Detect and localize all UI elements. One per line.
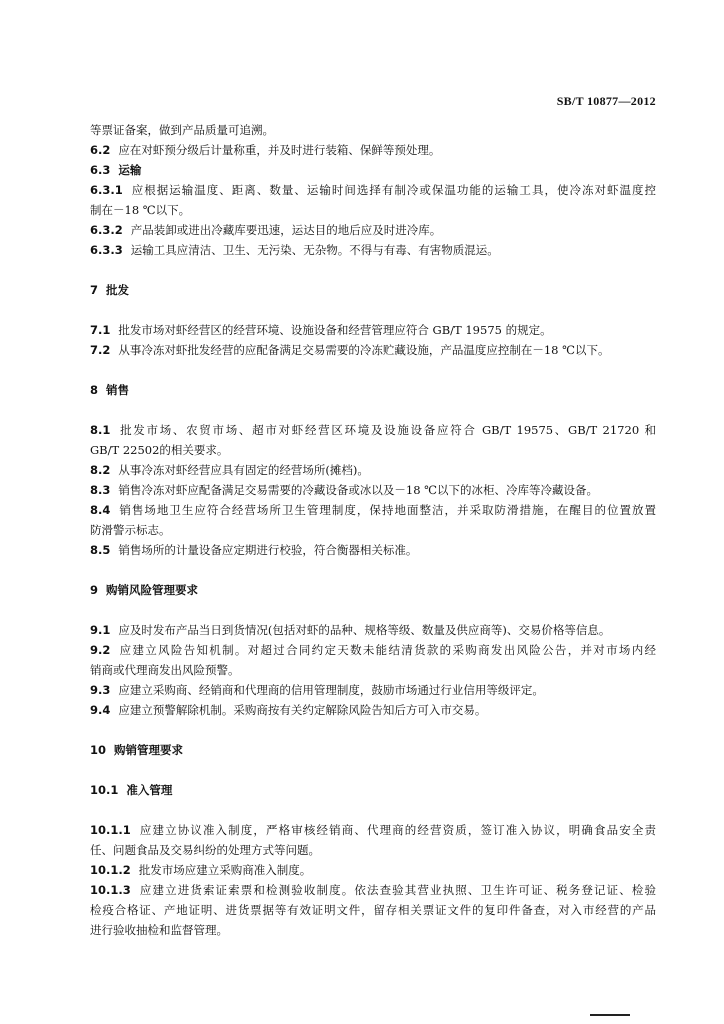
clause-text: 销售冷冻对虾应配备满足交易需要的冷藏设备或冰以及－18 ℃以下的冰柜、冷库等冷藏设备。 [118,483,599,497]
clause-line [90,860,656,880]
clause-line [90,420,656,440]
clause-number: 6.3 [90,163,111,177]
clause-line [90,880,656,900]
clause-number: 10.1.2 [90,863,131,877]
clause-line [90,180,656,200]
clause-number: 10.1.3 [90,883,131,897]
continuation-line [90,200,656,220]
clause-text: 进行验收抽检和监督管理。 [90,923,228,937]
clause-text: 购销风险管理要求 [106,583,199,597]
continuation-line [90,520,656,540]
clause-number: 8.1 [90,423,111,437]
clause-line [90,700,656,720]
clause-number: 10 [90,743,107,757]
paragraph-spacer [90,300,656,320]
clause-line [90,820,656,840]
section-heading [90,580,656,600]
document-body [90,120,656,940]
clause-text: 任、问题食品及交易纠纷的处理方式等问题。 [90,843,320,857]
clause-number: 7.2 [90,343,111,357]
clause-text: 销售 [106,383,130,397]
clause-number: 9.3 [90,683,111,697]
clause-text: 运输工具应清洁、卫生、无污染、无杂物。不得与有毒、有害物质混运。 [130,243,499,257]
footer-rule [590,1014,630,1016]
clause-number: 9 [90,583,99,597]
continuation-line [90,900,656,920]
clause-text: 应建立采购商、经销商和代理商的信用管理制度，鼓励市场通过行业信用等级评定。 [118,683,544,697]
continuation-line [90,440,656,460]
clause-text: 批发市场对虾经营区的经营环境、设施设备和经营管理应符合 GB/T 19575 的规定。 [118,323,552,337]
clause-text: 销售场所的计量设备应定期进行校验，符合衡器相关标准。 [118,543,418,557]
clause-text: 销售场地卫生应符合经营场所卫生管理制度，保持地面整洁，并采取防滑措施，在醒目的位置放置 [118,503,656,517]
clause-line [90,320,656,340]
clause-number: 6.3.3 [90,243,123,257]
clause-text: 防滑警示标志。 [90,523,171,537]
clause-number: 6.3.1 [90,183,123,197]
continuation-line [90,840,656,860]
clause-text: 批发 [106,283,130,297]
clause-number: 10.1 [90,783,119,797]
clause-text: 应及时发布产品当日到货情况(包括对虾的品种、规格等级、数量及供应商等)、交易价格等信息。 [118,623,611,637]
clause-line [90,480,656,500]
clause-text: 制在－18 ℃以下。 [90,203,191,217]
clause-text: 销商或代理商发出风险预警。 [90,663,240,677]
section-heading [90,780,656,800]
paragraph-spacer [90,760,656,780]
clause-line [90,220,656,240]
section-heading [90,740,656,760]
section-heading [90,160,656,180]
clause-line [90,680,656,700]
clause-text: 运输 [118,163,142,177]
clause-number: 7 [90,283,99,297]
clause-number: 8.5 [90,543,111,557]
paragraph-spacer [90,720,656,740]
clause-number: 6.3.2 [90,223,123,237]
clause-text: 等票证备案，做到产品质量可追溯。 [90,123,274,137]
clause-text: 购销管理要求 [114,743,184,757]
clause-line [90,640,656,660]
clause-text: 应建立协议准入制度，严格审核经销商、代理商的经营资质，签订准入协议，明确食品安全责 [138,823,656,837]
clause-number: 9.4 [90,703,111,717]
clause-number: 9.2 [90,643,111,657]
section-heading [90,280,656,300]
clause-number: 6.2 [90,143,111,157]
clause-number: 8 [90,383,99,397]
clause-text: 批发市场、农贸市场、超市对虾经营区环境及设施设备应符合 GB/T 19575、GB/T 21720 和 [118,423,656,437]
clause-line [90,620,656,640]
clause-text: 批发市场应建立采购商准入制度。 [138,863,312,877]
paragraph-spacer [90,400,656,420]
clause-text: 从事冷冻对虾批发经营的应配备满足交易需要的冷冻贮藏设施，产品温度应控制在－18 ℃以下。 [118,343,610,357]
clause-line [90,340,656,360]
clause-text: 应建立风险告知机制。对超过合同约定天数未能结清货款的采购商发出风险公告，并对市场内经 [118,643,656,657]
paragraph-spacer [90,560,656,580]
continuation-line [90,920,656,940]
continuation-line [90,120,656,140]
paragraph-spacer [90,260,656,280]
clause-line [90,140,656,160]
clause-line [90,240,656,260]
clause-text: 从事冷冻对虾经营应具有固定的经营场所(摊档)。 [118,463,369,477]
clause-text: 准入管理 [126,783,173,797]
clause-line [90,540,656,560]
clause-number: 8.3 [90,483,111,497]
clause-text: 应根据运输温度、距离、数量、运输时间选择有制冷或保温功能的运输工具，使冷冻对虾温度控 [130,183,656,197]
paragraph-spacer [90,360,656,380]
clause-text: GB/T 22502的相关要求。 [90,443,229,457]
clause-number: 8.2 [90,463,111,477]
paragraph-spacer [90,600,656,620]
clause-line [90,500,656,520]
standard-code-header: SB/T 10877—2012 [556,94,656,108]
section-heading [90,380,656,400]
paragraph-spacer [90,800,656,820]
clause-number: 10.1.1 [90,823,131,837]
clause-text: 产品装卸或进出冷藏库要迅速，运达目的地后应及时进冷库。 [130,223,442,237]
clause-text: 检疫合格证、产地证明、进货票据等有效证明文件，留存相关票证文件的复印件备查，对入市经营的产品 [90,903,656,917]
clause-text: 应建立进货索证索票和检测验收制度。依法查验其营业执照、卫生许可证、税务登记证、检验 [138,883,656,897]
clause-number: 9.1 [90,623,111,637]
clause-number: 8.4 [90,503,111,517]
clause-line [90,460,656,480]
clause-number: 7.1 [90,323,111,337]
clause-text: 应在对虾预分级后计量称重，并及时进行装箱、保鲜等预处理。 [118,143,441,157]
clause-text: 应建立预警解除机制。采购商按有关约定解除风险告知后方可入市交易。 [118,703,487,717]
continuation-line [90,660,656,680]
